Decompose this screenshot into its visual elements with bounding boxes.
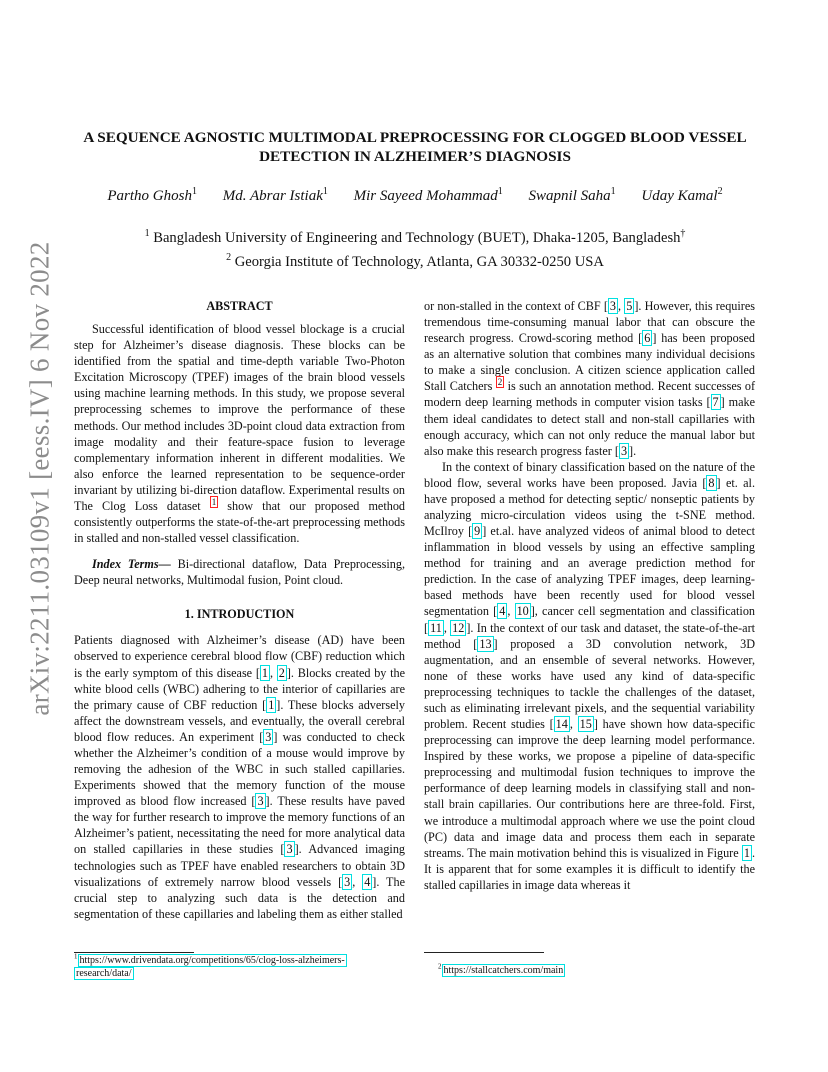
citation-link[interactable]: 15 xyxy=(579,717,592,732)
footnote-url[interactable]: https://stallcatchers.com/main xyxy=(443,965,564,976)
footnote-number: 2 xyxy=(438,962,442,971)
citation-link[interactable]: 3 xyxy=(265,729,272,744)
text: ]. Blocks created by the white blood cells (WBC) adhering to the interior of capillaries are the primary cause of CBF reduction [ xyxy=(74,665,405,712)
author-affiliation-mark: 1 xyxy=(610,186,616,197)
footnote-url[interactable]: https://www.drivendata.org/competitions/65/clog-loss-alzheimers- xyxy=(79,955,345,966)
abstract-text xyxy=(74,321,405,546)
index-terms xyxy=(74,556,405,588)
author-name: Md. Abrar Istiak xyxy=(222,188,323,204)
left-column xyxy=(74,298,405,922)
intro-paragraph-1 xyxy=(74,632,405,921)
affiliation xyxy=(70,248,760,272)
author-list xyxy=(70,186,760,205)
citation-link[interactable]: 11 xyxy=(430,620,442,635)
arxiv-identifier-text: arXiv:2211.03109v1 [eess.IV] 6 Nov 2022 xyxy=(24,240,55,716)
figure-link[interactable]: 1 xyxy=(743,845,750,860)
text: ] make them ideal candidates to detect stall and non-stall capillaries with enough accuracy, which can not only reduce the manual labor but also make this research progress faster [ xyxy=(424,395,756,458)
footnote-url[interactable]: research/data/ xyxy=(76,967,132,979)
footnote-link[interactable]: 2 xyxy=(497,377,503,388)
citation-link[interactable]: 1 xyxy=(268,697,275,712)
text: , xyxy=(443,620,451,635)
text: . It is apparent that for some examples it is difficult to identify the stalled capillaries in image data whereas it xyxy=(424,845,755,892)
text: ] have shown how data-specific preprocessing can improve the deep learning model performance. Inspired by these works, we propose a pipeline of data-specific preprocessing and multimodal fusion techniques to improve the performance of deep learning models in classifying stall and non-stall brain capillaries. Our contributions here are three-fold. First, we introduce a multimodal approach where we use the point cloud (PC) data and image data and process them each in separate streams. The main motivation behind this is visualized in Figure xyxy=(424,717,755,860)
text: ] et. al. have proposed a method for detecting septic/ nonseptic patients by analyzing micro-circulation videos using the t-SNE method. McIlroy [ xyxy=(424,475,755,539)
text: Patients diagnosed with Alzheimer’s disease (AD) have been observed to experience cerebral blood flow (CBF) reduction which is the early symptom of this disease [ xyxy=(74,633,405,680)
text: ] proposed a 3D convolution network, 3D augmentation, and an ensemble of several networks. However, none of these works have used any kind of data-specific preprocessing techniques to tackle the challenges of the dataset, such as eliminating irrelevant pixels, and the sequential variability problem. Recent studies [ xyxy=(424,636,755,732)
citation-link[interactable]: 3 xyxy=(620,443,628,458)
citation-link[interactable]: 14 xyxy=(555,717,568,732)
text: ]. These results have paved the way for further research to improve the memory functions of an Alzheimer’s patient, necessitating the need for more analytical data on stalled capillaries in these studies [ xyxy=(74,794,405,857)
intro-paragraph-1-continued xyxy=(424,298,755,459)
author-affiliation-mark: 1 xyxy=(322,186,328,197)
author-name: Partho Ghosh xyxy=(107,188,192,204)
citation-link[interactable]: 13 xyxy=(479,636,492,651)
text: In the context of binary classification based on the nature of the blood flow, several works have been proposed. Javia [ xyxy=(424,459,755,490)
index-terms-text: Bi-directional dataflow, Data Preprocessing, Deep neural networks, Multimodal fusion, Point cloud. xyxy=(74,557,405,588)
citation-link[interactable]: 1 xyxy=(261,665,268,680)
author-affiliation-mark: 1 xyxy=(191,186,197,197)
citation-link[interactable]: 3 xyxy=(257,794,264,809)
text: ] et.al. have analyzed videos of animal blood to detect inflammation in blood vessels by using an effective sampling method for training and an average prediction method for prediction. In the case of analyzing TPEF images, deep learning-based methods have been recently used for blood vessel segmentation [ xyxy=(424,524,755,619)
author xyxy=(641,188,722,204)
right-column xyxy=(424,298,755,893)
footnote-number: 1 xyxy=(74,952,78,961)
footnote-link[interactable]: 1 xyxy=(211,496,217,507)
text: ]. Advanced imaging technologies such as TPEF have enabled researchers to obtain 3D visualizations of extremely narrow blood vessels [ xyxy=(74,842,406,889)
citation-link[interactable]: 8 xyxy=(708,475,715,490)
footnote-2 xyxy=(438,962,738,978)
author-name: Uday Kamal xyxy=(641,188,718,204)
author xyxy=(354,188,503,204)
text: , xyxy=(569,717,578,732)
citation-link[interactable]: 6 xyxy=(644,331,651,346)
citation-link[interactable]: 7 xyxy=(712,395,719,410)
paper-title: A SEQUENCE AGNOSTIC MULTIMODAL PREPROCESSING FOR CLOGGED BLOOD VESSEL DETECTION IN ALZHEIMER’S DIAGNOSIS xyxy=(83,129,747,165)
author-affiliation-mark: 1 xyxy=(497,186,503,197)
affiliations xyxy=(70,224,760,272)
text: ], cancer cell segmentation and classification [ xyxy=(424,604,756,635)
text: , xyxy=(269,665,277,680)
footnote-rule xyxy=(424,952,544,953)
introduction-heading: 1. INTRODUCTION xyxy=(184,607,295,622)
citation-link[interactable]: 4 xyxy=(499,604,506,619)
abstract-text-part: show that our proposed method consistently outperforms the state-of-the-art preprocessing methods in stalled and non-stalled vessel classification. xyxy=(74,498,406,546)
index-terms-label: Index Terms— xyxy=(92,557,171,572)
citation-link[interactable]: 3 xyxy=(344,874,351,889)
citation-link[interactable]: 2 xyxy=(278,665,285,680)
affiliation-number: 2 xyxy=(226,251,232,263)
affiliation xyxy=(70,224,760,248)
author xyxy=(223,188,328,204)
author-name: Swapnil Saha xyxy=(528,188,611,204)
affiliation-text: Bangladesh University of Engineering and Technology (BUET), Dhaka-1205, Bangladesh xyxy=(153,229,681,246)
text: is such an annotation method. Recent successes of modern deep learning methods in computer vision tasks [ xyxy=(424,379,756,410)
abstract-text-part: Successful identification of blood vessel blockage is a crucial step for Alzheimer’s disease diagnosis. These blocks can be identified from the spatial and time-depth variable Two-Photon Excitation Microscopy (TPEF) images of the brain blood vessels using machine learning methods. In this study, we propose several preprocessing schemes to improve the performance of these methods. Our method includes 3D-point cloud data extraction from image modality and their feature-space fusion to leverage complementary information inherent in different modalities. We also enforce the learned representation to be sequence-order invariant by utilizing bi-direction dataflow. Experimental results on The Clog Loss dataset xyxy=(74,322,405,513)
footnote-1 xyxy=(74,952,405,980)
footnote-rule xyxy=(74,952,194,953)
abstract-heading: ABSTRACT xyxy=(206,299,273,313)
author xyxy=(529,188,616,204)
text: ] was conducted to check whether the Alzheimer’s condition of a mouse would improve by removing the adhesion of the WBC in such stalled capillaries. Experiments showed that the memory function of the mouse improved as blood flow increased [ xyxy=(74,729,405,809)
text: , xyxy=(507,604,515,619)
text: , xyxy=(618,299,625,313)
author xyxy=(107,188,197,204)
arxiv-identifier xyxy=(22,240,58,716)
citation-link[interactable]: 10 xyxy=(516,604,529,619)
text: ]. However, this requires tremendous time-consuming manual labor that can obscure the research progress. Crowd-scoring method [ xyxy=(424,299,756,346)
citation-link[interactable]: 3 xyxy=(286,842,293,857)
text: ]. The crucial step to analyzing such data is the detection and segmentation of these capillaries and labeling them as either stalled xyxy=(74,874,406,921)
citation-link[interactable]: 4 xyxy=(364,874,371,889)
intro-paragraph-2 xyxy=(424,459,755,893)
affiliation-number: 1 xyxy=(144,228,150,239)
affiliation-text: Georgia Institute of Technology, Atlanta, GA 30332-0250 USA xyxy=(234,253,604,270)
citation-link[interactable]: 5 xyxy=(626,299,633,313)
text: ]. In the context of our task and dataset, the state-of-the-art method [ xyxy=(424,620,756,651)
citation-link[interactable]: 9 xyxy=(474,524,481,539)
text: ]. xyxy=(629,443,637,458)
text: , xyxy=(352,874,363,889)
citation-link[interactable]: 12 xyxy=(452,620,465,635)
citation-link[interactable]: 3 xyxy=(609,299,617,313)
text: or non-stalled in the context of CBF [ xyxy=(424,299,608,313)
text: ]. These blocks adversely affect the downstream vessels, and eventually, the overall cerebral blood flow reduces. An experiment [ xyxy=(74,697,405,744)
text: ] has been proposed as an alternative solution that combines many individual decisions to make a single conclusion. A citizen science application called Stall Catchers xyxy=(424,331,755,394)
author-affiliation-mark: 2 xyxy=(717,186,723,197)
affiliation-dagger: † xyxy=(680,228,686,239)
author-name: Mir Sayeed Mohammad xyxy=(353,188,498,204)
